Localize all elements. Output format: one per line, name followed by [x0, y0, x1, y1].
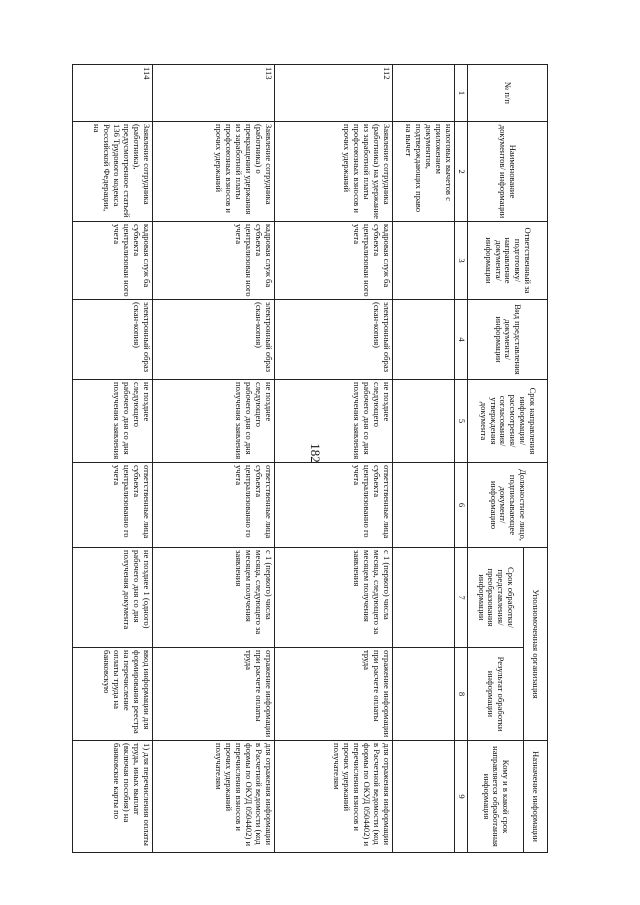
- result-cell: отражение информации при расчете оплаты труда: [153, 648, 275, 741]
- header-row-1: [524, 65, 548, 853]
- rotated-table-container: [92, 64, 548, 852]
- document-name-cell: Заявление сотрудника (работника), предусмотренное статьей 136 Трудового кодекса Российской Федерации, на: [73, 122, 153, 222]
- row-number: [393, 65, 455, 122]
- header-col9-sub: Кому и в какой срок направляется обработанная информация: [468, 741, 524, 853]
- column-number: 1: [455, 65, 468, 122]
- column-number: 2: [455, 122, 468, 222]
- responsible-cell: кадровая служ ба субъекта централизован ного учета: [73, 222, 153, 300]
- table-row: [275, 65, 393, 853]
- signer-cell: [393, 463, 455, 548]
- header-col6: Должностное лицо, подписывающее документ/ информацию: [468, 463, 548, 548]
- column-number: 8: [455, 648, 468, 741]
- header-group-authorized-org: Уполномоченная организация: [524, 548, 548, 741]
- header-col8: Результат обработки информации: [468, 648, 524, 741]
- table-row: [73, 65, 153, 853]
- table-row: [393, 65, 455, 853]
- header-col5: Срок направления информации/ рассмотрения/ согласования/ утверждения документа: [468, 380, 548, 463]
- document-name-cell: Заявление сотрудника (работника) на удержание из заработной платы профсоюзных взносов и прочих удержаний: [275, 122, 393, 222]
- purpose-cell: [393, 741, 455, 853]
- deadline-cell: не позднее следующего рабочего дня со дня получения заявления: [153, 380, 275, 463]
- row-number: 112: [275, 65, 393, 122]
- column-number: 5: [455, 380, 468, 463]
- document-table: [72, 64, 548, 853]
- document-name-cell: Заявление сотрудника (работника) о прекращении удержания из заработной платы профсоюзных взносов и прочих удержаний: [153, 122, 275, 222]
- column-number-row: [455, 65, 468, 853]
- signer-cell: ответственные лица субъекта централизованно го учета: [73, 463, 153, 548]
- rotated-document-area: [92, 64, 548, 852]
- form-cell: [393, 300, 455, 380]
- result-cell: ввод информации для формирования реестра на перечисление оплаты труда на банковскую: [73, 648, 153, 741]
- purpose-cell: для отражения информации в Расчетной ведомости (код формы по ОКУД 0504402) и перечисления взносов и прочих удержаний получателям: [153, 741, 275, 853]
- purpose-cell: для отражения информации в Расчетной ведомости (код формы по ОКУД 0504402) и перечисления взносов и прочих удержаний получателям: [275, 741, 393, 853]
- processing-cell: с 1 (первого) числа месяца, следующего за месяцем получения заявления: [153, 548, 275, 648]
- row-number: 114: [73, 65, 153, 122]
- column-number: 6: [455, 463, 468, 548]
- column-number: 9: [455, 741, 468, 853]
- deadline-cell: не позднее следующего рабочего дня со дня получения заявления: [73, 380, 153, 463]
- header-col4: Вид представления документа/ информации: [468, 300, 548, 380]
- responsible-cell: кадровая служ ба субъекта централизован ного учета: [275, 222, 393, 300]
- deadline-cell: не позднее следующего рабочего дня со дня получения заявления: [275, 380, 393, 463]
- processing-cell: не позднее 1 (одного) рабочего дня со дня получения документа: [73, 548, 153, 648]
- table-row: [153, 65, 275, 853]
- processing-cell: [393, 548, 455, 648]
- page-number: 182: [308, 443, 323, 463]
- signer-cell: ответственные лица субъекта централизованно го учета: [153, 463, 275, 548]
- result-cell: [393, 648, 455, 741]
- header-col1: № п/п: [468, 65, 548, 122]
- header-col2: Наименование документов/ информации: [468, 122, 548, 222]
- deadline-cell: [393, 380, 455, 463]
- column-number: 3: [455, 222, 468, 300]
- responsible-cell: кадровая служ ба субъекта централизован ного учета: [153, 222, 275, 300]
- signer-cell: ответственные лица субъекта централизованно го учета: [275, 463, 393, 548]
- column-number: 4: [455, 300, 468, 380]
- column-number: 7: [455, 548, 468, 648]
- row-number: 113: [153, 65, 275, 122]
- purpose-cell: 1) для перечисления оплаты труда, иных выплат (включая пособия) на банковские карты по: [73, 741, 153, 853]
- form-cell: электронный образ (скан-копия): [153, 300, 275, 380]
- header-col7: Срок обработки/ представления/ преобразования информации: [468, 548, 524, 648]
- processing-cell: с 1 (первого) числа месяца, следующего за месяцем получения заявления: [275, 548, 393, 648]
- responsible-cell: [393, 222, 455, 300]
- result-cell: отражение информации при расчете оплаты труда: [275, 648, 393, 741]
- form-cell: электронный образ (скан-копия): [73, 300, 153, 380]
- header-col3: Ответственный за подготовку/ направление документа/ информации: [468, 222, 548, 300]
- document-name-cell: налоговых вычетов с приложением документов, подтверждающих право на вычет: [393, 122, 455, 222]
- form-cell: электронный образ (скан-копия): [275, 300, 393, 380]
- header-col9: Назначение информации: [524, 741, 548, 853]
